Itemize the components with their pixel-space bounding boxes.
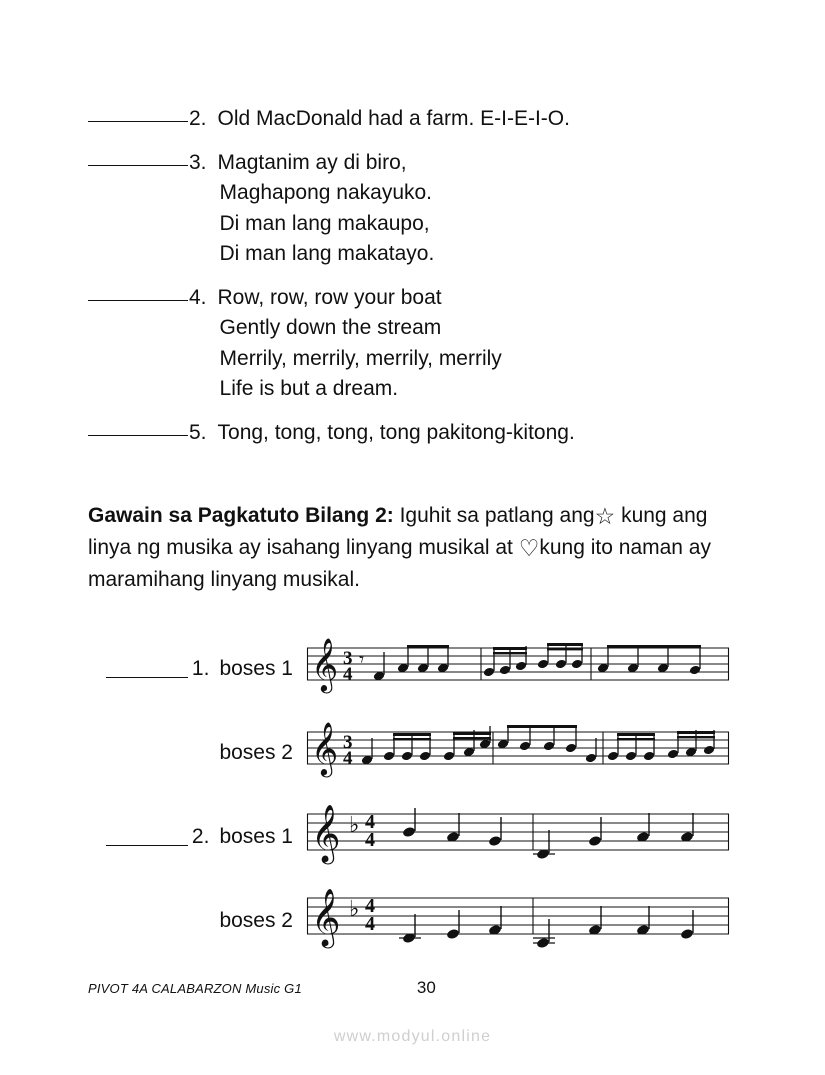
staff-row-label xyxy=(88,909,303,933)
activity-heading: Gawain sa Pagkatuto Bilang 2: xyxy=(88,504,394,527)
list-item-text xyxy=(218,148,748,269)
text-line: Maghapong nakayuko. xyxy=(219,181,433,205)
staff-row-voice: boses 1 xyxy=(219,825,293,848)
staff-graphic xyxy=(303,628,748,710)
footer-page-number: 30 xyxy=(416,978,436,997)
list-item-text xyxy=(218,104,748,134)
text-line: Gently down the stream xyxy=(219,316,442,340)
staff-row-label xyxy=(88,657,303,681)
music-staff-svg xyxy=(303,712,733,794)
list-item xyxy=(88,148,748,269)
star-icon: ☆ xyxy=(594,503,616,529)
answer-blank[interactable] xyxy=(88,104,188,122)
svg-text:♭: ♭ xyxy=(349,813,360,838)
list-item-text xyxy=(218,283,748,404)
staff-row xyxy=(88,628,748,710)
answer-blank[interactable] xyxy=(88,283,188,301)
text-line: Old MacDonald had a farm. E-I-E-I-O. xyxy=(217,107,570,130)
staff-row-number: 1. xyxy=(191,657,210,680)
svg-text:3: 3 xyxy=(343,732,353,753)
list-item xyxy=(88,283,748,404)
svg-text:𝄞: 𝄞 xyxy=(311,804,341,862)
list-item-number: 5. xyxy=(189,421,207,445)
answer-blank[interactable] xyxy=(88,148,188,166)
svg-text:𝄞: 𝄞 xyxy=(311,637,339,691)
staff-row xyxy=(88,880,748,962)
staff-row-number: 2. xyxy=(191,825,210,848)
svg-text:4: 4 xyxy=(365,895,375,917)
svg-text:4: 4 xyxy=(365,829,375,851)
text-line: Row, row, row your boat xyxy=(217,286,442,310)
footer-source: PIVOT 4A CALABARZON Music G1 xyxy=(88,981,302,996)
watermark: www.modyul.online xyxy=(333,1028,492,1045)
svg-text:♭: ♭ xyxy=(349,897,360,922)
svg-text:4: 4 xyxy=(365,811,375,833)
numbered-list xyxy=(88,104,748,462)
text-line: Life is but a dream. xyxy=(219,376,399,400)
svg-text:𝄞: 𝄞 xyxy=(311,721,339,775)
staff-row-voice: boses 2 xyxy=(219,909,293,932)
answer-blank[interactable] xyxy=(106,661,188,678)
staff-graphic xyxy=(303,796,748,878)
list-item xyxy=(88,104,748,134)
svg-text:4: 4 xyxy=(343,664,353,685)
music-notation-block xyxy=(88,628,748,962)
activity-instruction xyxy=(88,500,733,596)
staff-row xyxy=(88,796,748,878)
staff-row-label xyxy=(88,741,303,765)
text-line: Di man lang makatayo. xyxy=(219,241,435,265)
list-item-text xyxy=(218,418,748,448)
svg-text:𝄾: 𝄾 xyxy=(359,647,365,671)
music-staff-svg xyxy=(303,880,733,962)
heart-icon: ♡ xyxy=(518,534,540,561)
staff-graphic xyxy=(303,712,748,794)
text-line: Magtanim ay di biro, xyxy=(217,151,407,175)
instruction-text-2: kung ang linya ng musika ay isahang linyang musikal at xyxy=(88,504,708,559)
list-item xyxy=(88,418,748,448)
svg-text:4: 4 xyxy=(365,913,375,935)
list-item-number: 2. xyxy=(189,107,207,130)
text-line: Tong, tong, tong, tong pakitong-kitong. xyxy=(217,421,575,445)
svg-text:3: 3 xyxy=(343,648,353,669)
answer-blank[interactable] xyxy=(88,418,188,436)
staff-graphic xyxy=(303,880,748,962)
staff-row-label xyxy=(88,825,303,849)
music-staff-svg xyxy=(303,628,733,710)
text-line: Merrily, merrily, merrily, merrily xyxy=(219,346,502,370)
staff-row-voice: boses 1 xyxy=(219,657,293,680)
staff-row-voice: boses 2 xyxy=(219,741,293,764)
svg-text:4: 4 xyxy=(343,748,353,769)
staff-row xyxy=(88,712,748,794)
music-staff-svg xyxy=(303,796,733,878)
text-line: Di man lang makaupo, xyxy=(219,211,430,235)
instruction-text-1: Iguhit sa patlang ang xyxy=(399,504,595,527)
answer-blank[interactable] xyxy=(106,829,188,846)
instruction-text-3: kung ito naman ay maramihang linyang musikal. xyxy=(88,535,711,591)
list-item-number: 4. xyxy=(189,286,207,310)
list-item-number: 3. xyxy=(189,151,207,175)
svg-text:𝄞: 𝄞 xyxy=(311,888,341,946)
page-footer xyxy=(88,978,748,998)
